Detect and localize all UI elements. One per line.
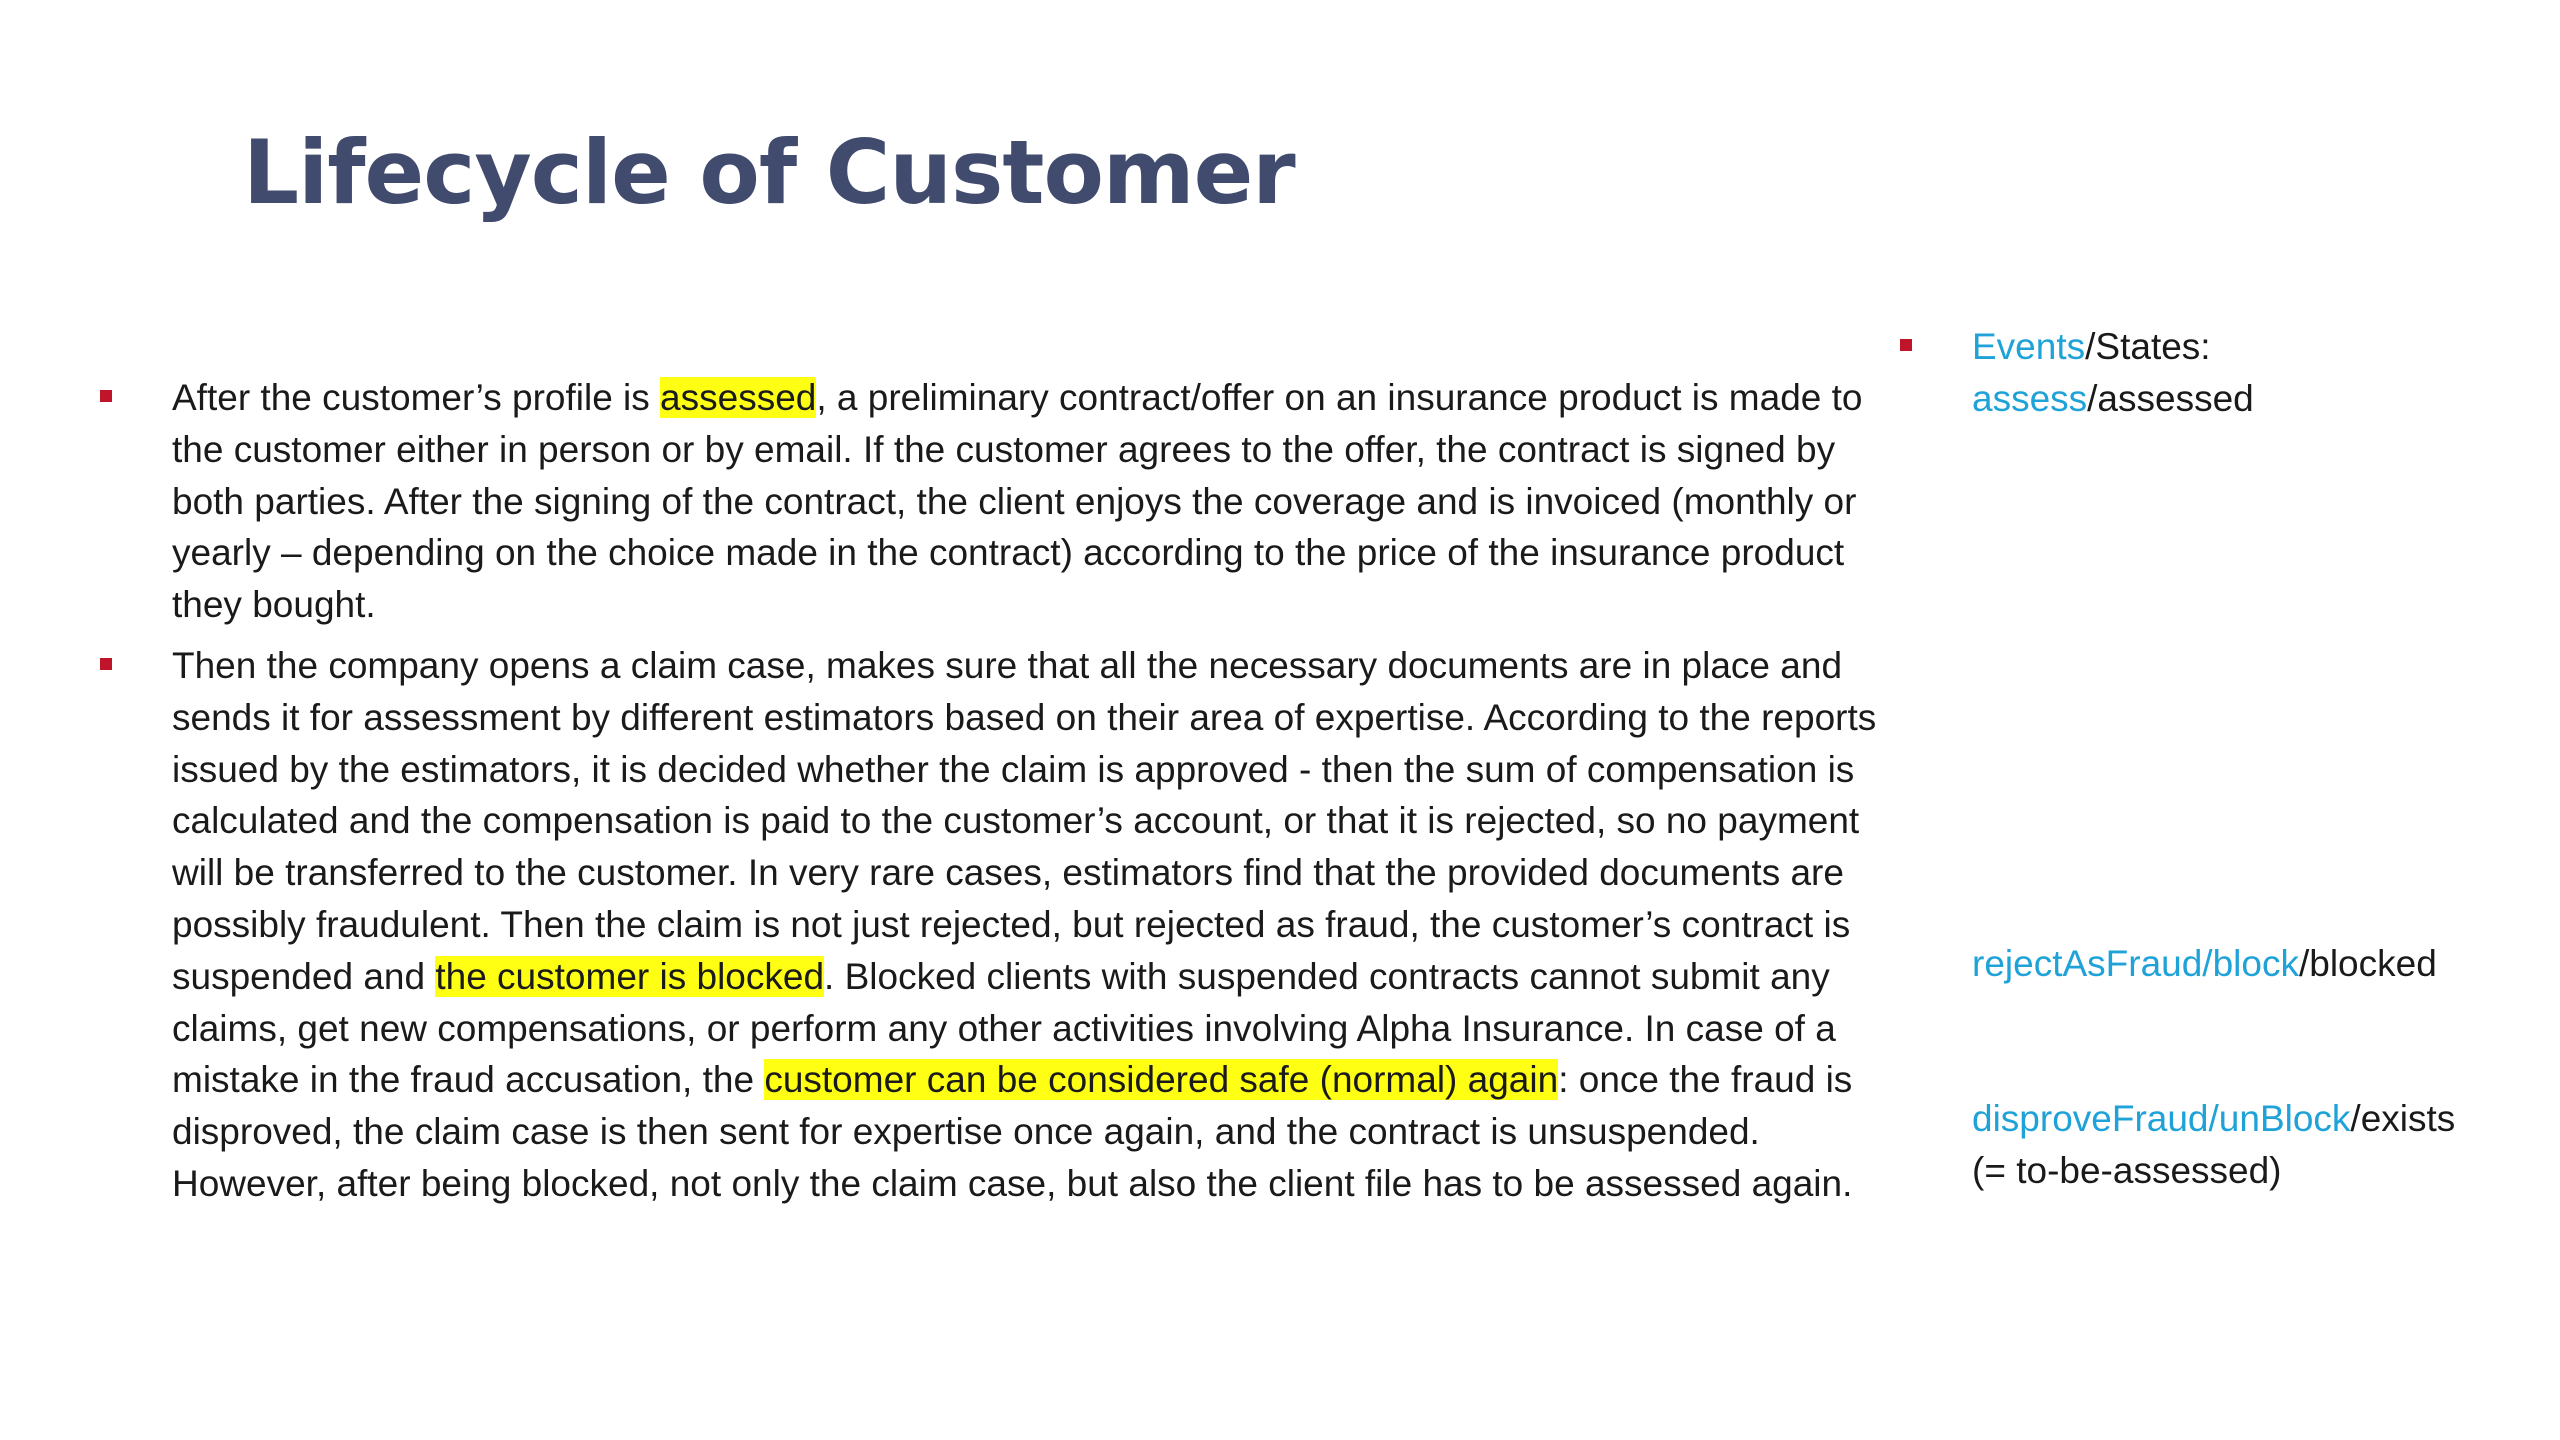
main-bullet-list xyxy=(172,372,1892,1219)
text-run: : once the fraud is disproved, the claim case is then sent for expertise once again, and the contract is unsuspended. However, after being blocked, not only the claim case, but also the client file has to be assessed again. xyxy=(172,1059,1853,1204)
square-bullet-icon xyxy=(1900,339,1912,351)
side-disprove xyxy=(1972,1093,2532,1145)
text-run: After the customer’s profile is xyxy=(172,377,661,418)
bullet-item-profile xyxy=(172,372,1892,631)
event-assess: assess xyxy=(1972,377,2088,419)
bullet-item-claim xyxy=(172,640,1892,1210)
paragraph-profile xyxy=(172,372,1892,631)
states-label: /States: xyxy=(2085,326,2211,367)
side-reject xyxy=(1972,938,2532,990)
text-run: . Blocked clients with suspended contracts cannot submit any claims, get new compensations, or perform any other activities involving Alpha Insurance. In case of a mistake in the fraud accusation, the xyxy=(172,955,1836,1101)
side-assess xyxy=(1972,373,2532,425)
text-run: Then the company opens a claim case, makes sure that all the necessary documents are in place and sends it for assessment by different estimators based on their area of expertise. According to the reports issued by the estimators, it is decided whether the claim is approved - then the sum of compensation is calculated and the compensation is paid to the customer’s account, or that it is rejected, so no payment will be transferred to the customer. In very rare cases, estimators find that the provided documents are possibly fraudulent. Then the claim is not just rejected, but rejected as fraud, the customer’s contract is suspended and xyxy=(172,644,1877,997)
side-header xyxy=(1972,321,2532,373)
side-note-disprove xyxy=(1972,1093,2532,1197)
state-assessed: /assessed xyxy=(2087,377,2254,419)
event-disprove-fraud: disproveFraud/unBlock xyxy=(1972,1098,2351,1139)
highlight-customer-safe: customer can be considered safe (normal) again xyxy=(764,1059,1559,1101)
side-note-reject xyxy=(1972,938,2532,990)
events-label: Events xyxy=(1972,326,2086,367)
square-bullet-icon xyxy=(100,390,112,402)
side-note-events-states xyxy=(1972,321,2532,425)
state-blocked: /blocked xyxy=(2298,943,2437,984)
highlight-customer-blocked: the customer is blocked xyxy=(435,955,825,997)
paragraph-claim xyxy=(172,640,1892,1210)
page-title: Lifecycle of Customer xyxy=(243,121,1295,224)
event-reject-as-fraud: rejectAsFraud/block xyxy=(1972,943,2299,984)
text-run: , a preliminary contract/offer on an insurance product is made to the customer either in person or by email. If the customer agrees to the offer, the contract is signed by both parties. After the signing of the contract, the client enjoys the coverage and is invoiced (monthly or yearly – depending on the choice made in the contract) according to the price of the insurance product they bought. xyxy=(172,377,1863,626)
side-disprove-note: (= to-be-assessed) xyxy=(1972,1149,2282,1191)
square-bullet-icon xyxy=(100,658,112,670)
state-exists: /exists xyxy=(2350,1098,2456,1139)
highlight-assessed: assessed xyxy=(660,377,817,418)
